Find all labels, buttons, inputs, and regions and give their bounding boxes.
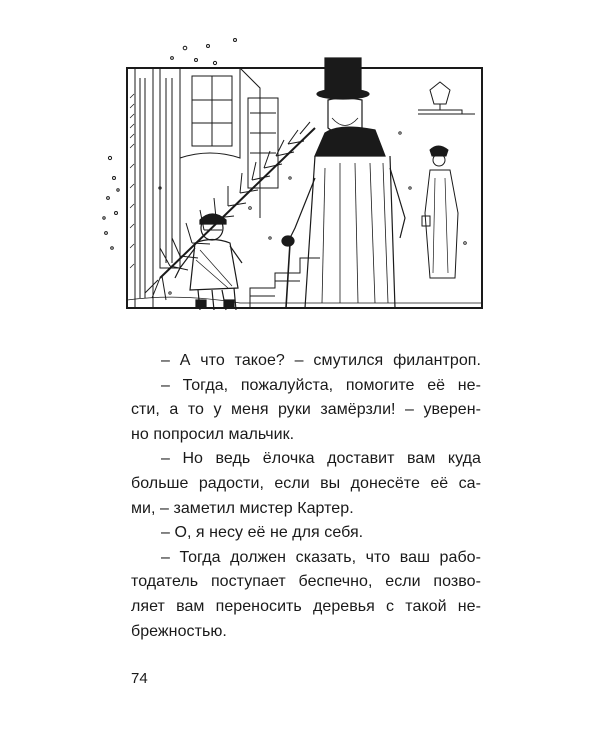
text-line: – Тогда, пожалуйста, помогите её не- — [161, 376, 481, 394]
falling-snow — [159, 132, 467, 294]
text-line: – О, я несу её не для себя. — [161, 524, 364, 542]
illustration-boy-with-christmas-tree-and-gentleman — [100, 38, 490, 318]
ground-line — [127, 297, 482, 303]
page-number: 74 — [131, 670, 148, 687]
text-line: тодатель поступает беспечно, если позво- — [131, 573, 481, 591]
wall-hatching — [130, 94, 134, 268]
building-columns — [135, 68, 278, 308]
text-line: брежностью. — [131, 622, 227, 640]
boy-figure — [175, 214, 242, 310]
text-line: ми, – заметил мистер Картер. — [131, 499, 354, 517]
text-line: но попросил мальчик. — [131, 425, 295, 443]
text-line: – Но ведь ёлочка доставит вам куда — [161, 450, 481, 468]
street-lamp — [418, 82, 475, 114]
text-line: сти, а то у меня руки замёрзли! – уверен- — [131, 401, 481, 419]
story-text — [131, 349, 481, 644]
text-line: ляет вам переносить деревья с такой не- — [131, 597, 481, 615]
text-line: – А что такое? – смутился филантроп. — [161, 352, 481, 369]
stone-steps — [250, 258, 320, 308]
distant-woman-figure — [422, 146, 458, 278]
text-line: больше радости, если вы донесёте её са- — [131, 474, 481, 492]
text-line: – Тогда должен сказать, что ваш рабо- — [161, 548, 481, 566]
